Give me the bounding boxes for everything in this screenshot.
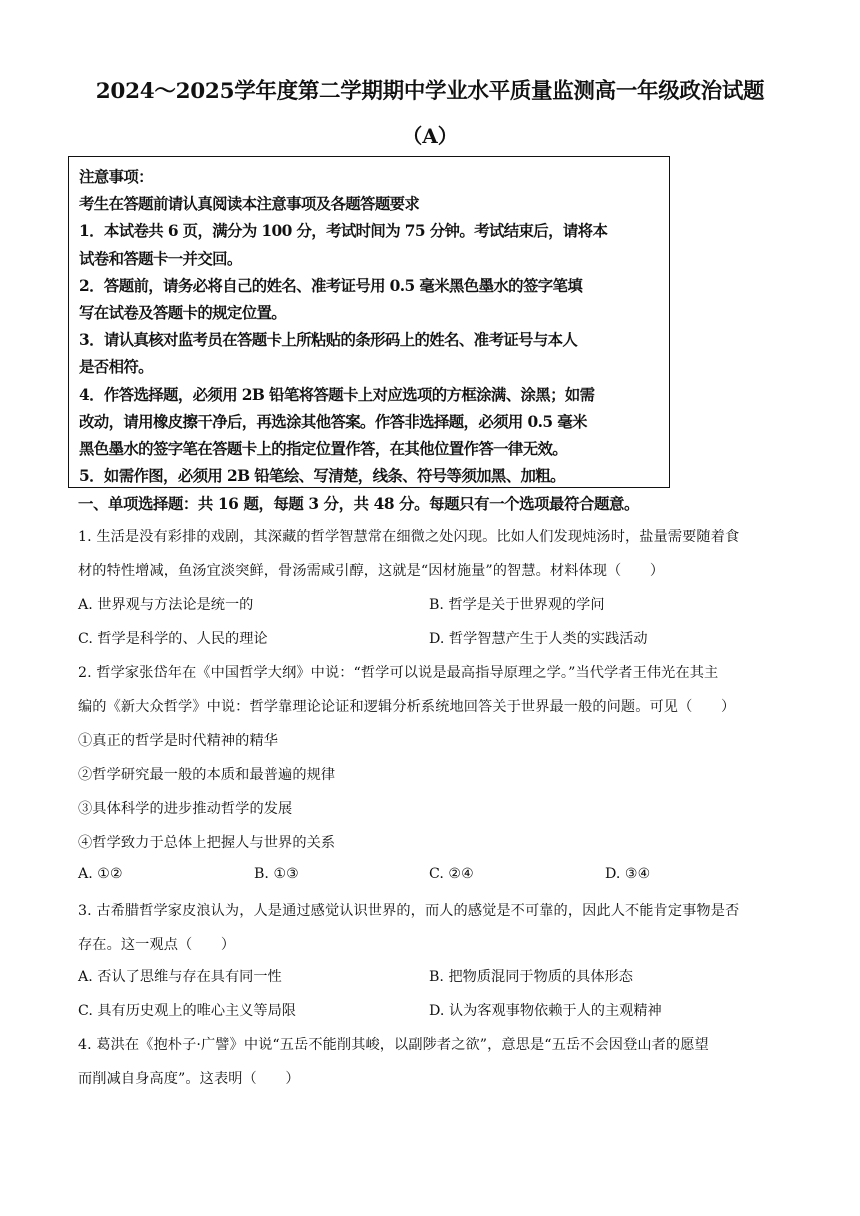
notice-line: 考生在答题前请认真阅读本注意事项及各题答题要求 (79, 195, 420, 214)
notice-line: 2．答题前，请务必将自己的姓名、准考证号用 0.5 毫米黑色墨水的签字笔填 (79, 276, 583, 295)
q3-option-d: D. 认为客观事物依赖于人的主观精神 (429, 1003, 662, 1019)
q2-item: ①真正的哲学是时代精神的精华 (78, 733, 279, 749)
q1-stem-line: 1. 生活是没有彩排的戏剧，其深藏的哲学智慧常在细微之处闪现。比如人们发现炖汤时，盐量需要随着食 (78, 529, 740, 545)
notice-line: 4．作答选择题，必须用 2B 铅笔将答题卡上对应选项的方框涂满、涂黑；如需 (79, 385, 595, 404)
q1-option-b: B. 哲学是关于世界观的学问 (429, 597, 605, 613)
notice-box (68, 156, 670, 488)
q3-option-b: B. 把物质混同于物质的具体形态 (429, 969, 633, 985)
notice-line: 试卷和答题卡一并交回。 (79, 249, 242, 268)
q3-option-a: A. 否认了思维与存在具有同一性 (78, 969, 282, 985)
notice-line: 是否相符。 (79, 358, 153, 377)
notice-line: 3．请认真核对监考员在答题卡上所粘贴的条形码上的姓名、准考证号与本人 (79, 331, 578, 350)
q1-option-c: C. 哲学是科学的、人民的理论 (78, 631, 268, 647)
q2-stem-line: 编的《新大众哲学》中说：哲学靠理论论证和逻辑分析系统地回答关于世界最一般的问题。可见（ ） (78, 699, 736, 715)
q2-option-b: B. ①③ (254, 866, 299, 882)
q3-stem-line: 存在。这一观点（ ） (78, 937, 236, 953)
q4-stem-line: 4. 葛洪在《抱朴子·广譬》中说“五岳不能削其峻，以副陟者之欲”，意思是“五岳不会因登山者的愿望 (78, 1037, 709, 1053)
q1-stem-line: 材的特性增减，鱼汤宜淡突鲜，骨汤需咸引醇，这就是“因材施量”的智慧。材料体现（ ） (78, 563, 665, 579)
exam-title: 2024～2025学年度第二学期期中学业水平质量监测高一年级政治试题 (95, 79, 765, 104)
q2-option-a: A. ①② (78, 866, 123, 882)
notice-line: 写在试卷及答题卡的规定位置。 (79, 304, 287, 323)
exam-subtitle: （A） (402, 124, 458, 148)
q2-option-d: D. ③④ (605, 866, 651, 882)
section-heading: 一、单项选择题：共 16 题，每题 3 分，共 48 分。每题只有一个选项最符合题意。 (78, 495, 639, 513)
q4-stem-line: 而削减自身高度”。这表明（ ） (78, 1071, 300, 1087)
notice-line: 改动，请用橡皮擦干净后，再选涂其他答案。作答非选择题，必须用 0.5 毫米 (79, 412, 587, 431)
notice-line: 黑色墨水的签字笔在答题卡上的指定位置作答，在其他位置作答一律无效。 (79, 440, 568, 459)
notice-line: 5．如需作图，必须用 2B 铅笔绘、写清楚，线条、符号等须加黑、加粗。 (79, 467, 565, 486)
q1-option-a: A. 世界观与方法论是统一的 (78, 597, 254, 613)
q3-option-c: C. 具有历史观上的唯心主义等局限 (78, 1003, 296, 1019)
q3-stem-line: 3. 古希腊哲学家皮浪认为，人是通过感觉认识世界的，而人的感觉是不可靠的，因此人不能肯定事物是否 (78, 903, 740, 919)
q1-option-d: D. 哲学智慧产生于人类的实践活动 (429, 631, 648, 647)
notice-line: 1．本试卷共 6 页，满分为 100 分，考试时间为 75 分钟。考试结束后，请将本 (79, 222, 608, 241)
q2-item: ②哲学研究最一般的本质和最普遍的规律 (78, 767, 336, 783)
q2-item: ③具体科学的进步推动哲学的发展 (78, 801, 293, 817)
q2-option-c: C. ②④ (429, 866, 474, 882)
q2-stem-line: 2. 哲学家张岱年在《中国哲学大纲》中说：“哲学可以说是最高指导原理之学。”当代学者王伟光在其主 (78, 665, 719, 681)
notice-heading: 注意事项： (79, 168, 153, 186)
q2-item: ④哲学致力于总体上把握人与世界的关系 (78, 835, 336, 851)
